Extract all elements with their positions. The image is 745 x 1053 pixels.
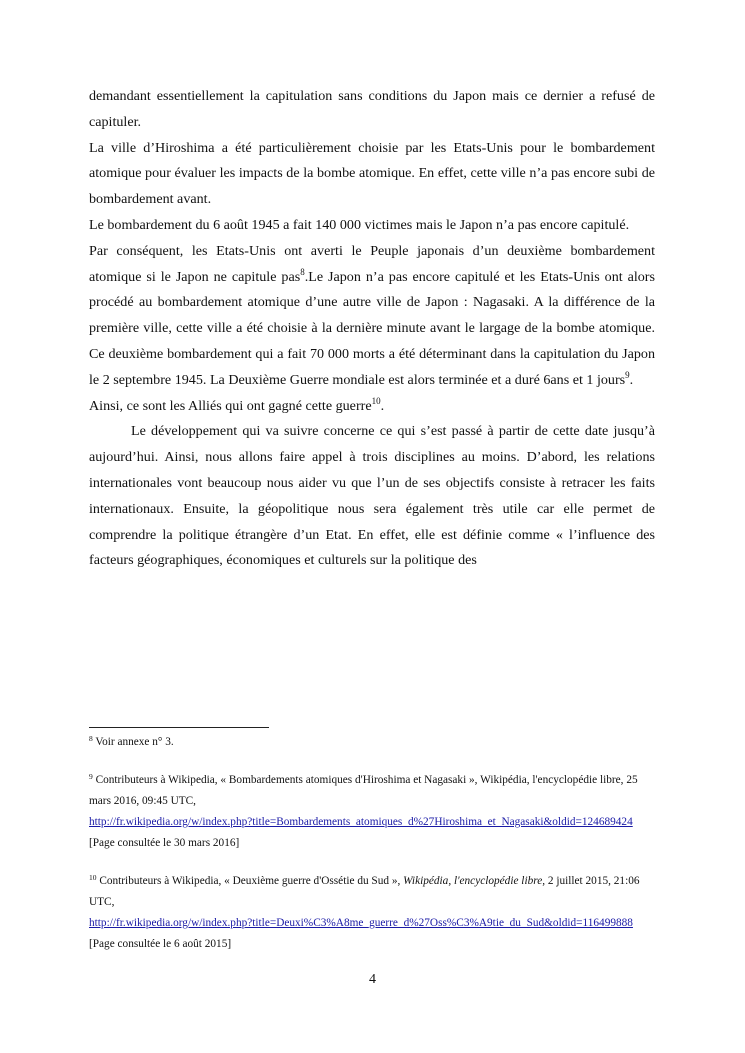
paragraph: demandant essentiellement la capitulation sans conditions du Japon mais ce dernier a refusé de capituler. (89, 88, 655, 130)
paragraph: Le bombardement du 6 août 1945 a fait 140 000 victimes mais le Japon n’a pas encore capitulé. (89, 216, 630, 233)
paragraph-text: Par conséquent, les Etats-Unis ont averti le Peuple japonais d’un deuxième bombardement atomique si le Japon ne capitule pas (89, 242, 655, 285)
paragraph (89, 394, 655, 420)
main-text (89, 84, 655, 574)
footnote-ref[interactable]: 8 (300, 266, 305, 277)
footnote-ref[interactable]: 9 (625, 369, 630, 380)
footnote-text: 2 juillet 2015, 21:06 UTC, (89, 875, 640, 908)
footnote-8 (89, 732, 655, 753)
footnote-link[interactable]: http://fr.wikipedia.org/w/index.php?title=Deuxi%C3%A8me_guerre_d%27Oss%C3%A9tie_du_Sud&oldid=116499888 (89, 917, 633, 929)
footnote-10 (89, 871, 655, 955)
footnote-text: [Page consultée le 6 août 2015] (89, 938, 232, 950)
footnote-text: [Page consultée le 30 mars 2016] (89, 837, 240, 849)
footnote-ref[interactable]: 10 (371, 395, 381, 406)
footnote-number: 8 (89, 734, 93, 743)
footnote-link[interactable]: http://fr.wikipedia.org/w/index.php?title=Bombardements_atomiques_d%27Hiroshima_et_Nagasaki&oldid=124689424 (89, 816, 633, 828)
footnote-text: Contributeurs à Wikipedia, « Deuxième guerre d'Ossétie du Sud », (96, 875, 404, 887)
paragraph: Le développement qui va suivre concerne ce qui s’est passé à partir de cette date jusqu’à aujourd’hui. Ainsi, nous allons faire appel à trois disciplines au moins. D’abord, les relations internationales vont beaucoup nous aider vu que l’un de ses objectifs consiste à retracer les faits internationaux. Ensuite, la géopolitique nous sera également très utile car elle permet de comprendre la politique étrangère d’un Etat. En effet, elle est définie comme « l’influence des facteurs géographiques, économiques et culturels sur la politique des (89, 423, 655, 569)
footnote-italic-text: Wikipédia, l'encyclopédie libre, (403, 875, 546, 887)
footnote-number: 9 (89, 772, 93, 781)
footnote-text: Contributeurs à Wikipedia, « Bombardements atomiques d'Hiroshima et Nagasaki », Wikipédia, l'encyclopédie libre, 25 mars 2016, 09:45 UTC, (89, 774, 638, 807)
paragraph-text: . (380, 397, 385, 414)
paragraph: La ville d’Hiroshima a été particulièrement choisie par les Etats-Unis pour le bombardement atomique pour évaluer les impacts de la bombe atomique. En effet, cette ville n’a pas encore subi de bombardement avant. (89, 139, 655, 208)
paragraph (89, 239, 655, 394)
paragraph-text: Ainsi, ce sont les Alliés qui ont gagné cette guerre (89, 397, 372, 414)
page-number: 4 (369, 972, 376, 987)
footnotes (89, 732, 655, 972)
footnote-text: Voir annexe n° 3. (92, 736, 174, 748)
paragraph-text: . (629, 371, 634, 388)
footnote-9 (89, 770, 655, 854)
paragraph-text: .Le Japon n’a pas encore capitulé et les Etats-Unis ont alors procédé au bombardement atomique d’une autre ville de Japon : Nagasaki. A la différence de la première ville, cette ville a été choisie à la dernière minute avant le largage de la bombe atomique. Ce deuxième bombardement qui a fait 70 000 morts a été déterminant dans la capitulation du Japon le 2 septembre 1945. La Deuxième Guerre mondiale est alors terminée et a duré 6ans et 1 jours (89, 268, 655, 388)
footnote-number: 10 (89, 873, 97, 882)
footnote-separator (89, 727, 269, 728)
